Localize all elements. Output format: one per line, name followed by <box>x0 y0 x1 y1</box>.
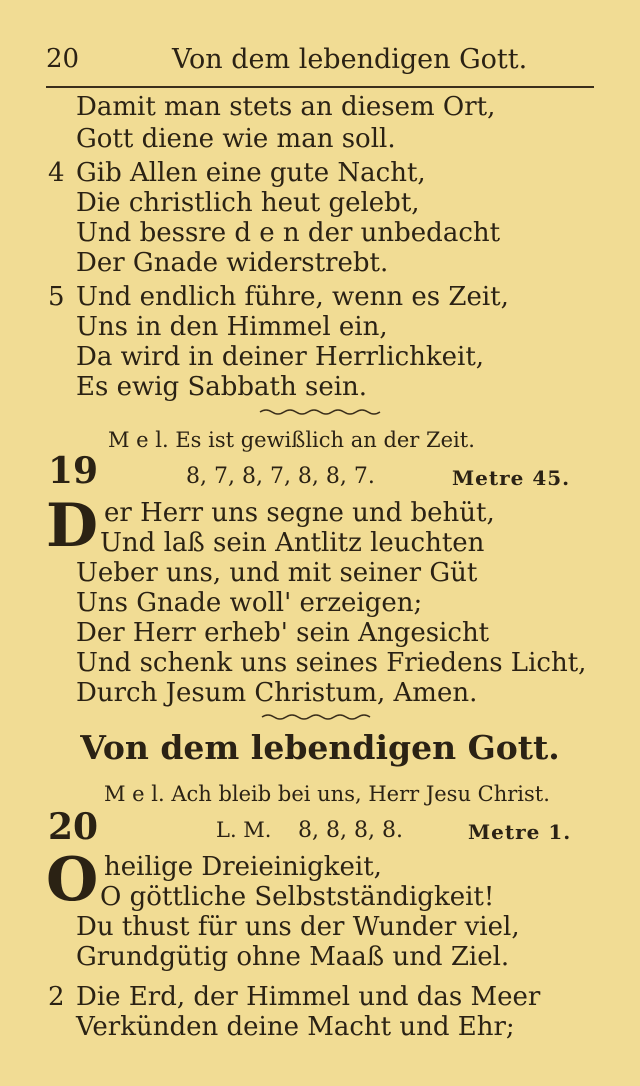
hymn-number: 20 <box>48 806 99 848</box>
running-title: Von dem lebendigen Gott. <box>172 44 528 75</box>
verse-line: Und schenk uns seines Friedens Licht, <box>76 648 587 678</box>
metre-type: L. M. <box>216 818 272 842</box>
melody-line: M e l. Ach bleib bei uns, Herr Jesu Christ. <box>104 782 550 806</box>
melody-line: M e l. Es ist gewißlich an der Zeit. <box>108 428 475 452</box>
metre-label: Metre 1. <box>468 820 572 844</box>
verse-line: Und laß sein Antlitz leuchten <box>100 528 485 558</box>
drop-cap: O <box>46 845 99 915</box>
verse-line: Und endlich führe, wenn es Zeit, <box>76 282 509 312</box>
verse-line: Verkünden deine Macht und Ehr; <box>76 1012 515 1042</box>
verse-line: Da wird in deiner Herrlichkeit, <box>76 342 485 372</box>
verse-line: er Herr uns segne und behüt, <box>104 498 495 528</box>
ornament-divider <box>258 407 382 417</box>
verse-number: 2 <box>48 982 65 1012</box>
page-number: 20 <box>46 44 80 74</box>
verse-line: Gib Allen eine gute Nacht, <box>76 158 426 188</box>
verse-line: Uns Gnade woll' erzeigen; <box>76 588 423 618</box>
verse-number: 5 <box>48 282 65 312</box>
metre-numbers: 8, 7, 8, 7, 8, 8, 7. <box>186 464 375 489</box>
verse-line: heilige Dreieinigkeit, <box>104 852 382 882</box>
verse-line: Die christlich heut gelebt, <box>76 188 420 218</box>
verse-line: Die Erd, der Himmel und das Meer <box>76 982 541 1012</box>
verse-line: Grundgütig ohne Maaß und Ziel. <box>76 942 510 972</box>
verse-line: Gott diene wie man soll. <box>76 124 396 154</box>
verse-line: Uns in den Himmel ein, <box>76 312 388 342</box>
verse-line: Du thust für uns der Wunder viel, <box>76 912 520 942</box>
hymn-number: 19 <box>48 450 99 492</box>
header-rule <box>46 86 594 88</box>
verse-line: Es ewig Sabbath sein. <box>76 372 368 402</box>
ornament-divider <box>260 712 380 722</box>
verse-line: Durch Jesum Christum, Amen. <box>76 678 478 708</box>
verse-line: Der Gnade widerstrebt. <box>76 248 389 278</box>
verse-line: Damit man stets an diesem Ort, <box>76 92 496 122</box>
verse-number: 4 <box>48 158 65 188</box>
drop-cap: D <box>46 491 99 561</box>
verse-line: O göttliche Selbstständigkeit! <box>100 882 495 912</box>
section-title: Von dem lebendigen Gott. <box>80 728 560 767</box>
verse-line: Und bessre d e n der unbedacht <box>76 218 501 248</box>
verse-line: Ueber uns, und mit seiner Güt <box>76 558 478 588</box>
metre-label: Metre 45. <box>452 466 571 490</box>
metre-numbers: 8, 8, 8, 8. <box>298 818 403 843</box>
verse-line: Der Herr erheb' sein Angesicht <box>76 618 490 648</box>
